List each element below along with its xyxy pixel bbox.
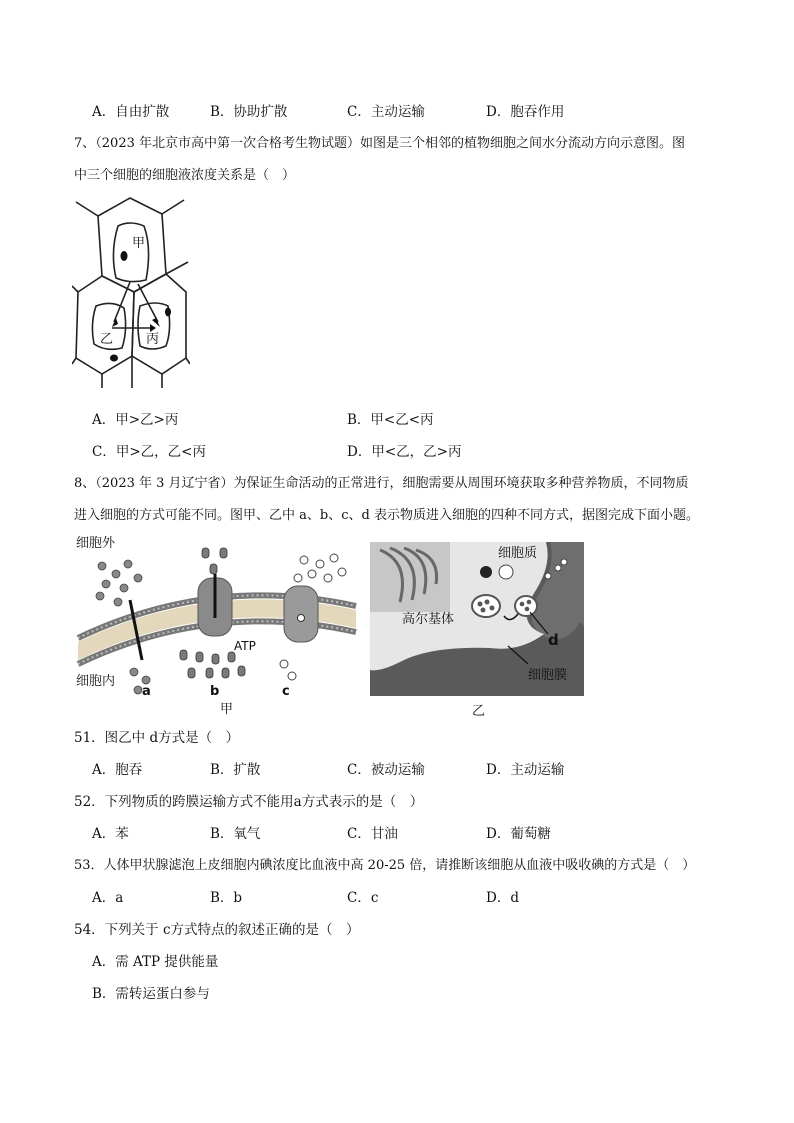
- q7-option-b: B．甲<乙<丙: [347, 412, 434, 428]
- q54-option-b: B．需转运蛋白参与: [92, 986, 210, 1002]
- q7-stem-line1: 7、（2023 年北京市高中第一次合格考生物试题）如图是三个相邻的植物细胞之间水分流动方向示意图。图: [74, 136, 685, 151]
- q6-option-a: A．自由扩散: [92, 104, 170, 120]
- q53-option-d: D．d: [486, 890, 519, 906]
- q7-option-c: C．甲>乙，乙<丙: [92, 444, 206, 460]
- q52-option-a: A．苯: [92, 826, 129, 842]
- q53-stem: 53．人体甲状腺滤泡上皮细胞内碘浓度比血液中高 20-25 倍，请推断该细胞从血液中吸收碘的方式是（ ）: [74, 858, 696, 873]
- q54-stem: 54．下列关于 c方式特点的叙述正确的是（ ）: [74, 922, 360, 938]
- cell-label-yi: 乙: [100, 332, 114, 347]
- cell-diagram: [72, 196, 190, 388]
- q52-option-d: D．葡萄糖: [486, 826, 551, 842]
- q52-stem: 52．下列物质的跨膜运输方式不能用a方式表示的是（ ）: [74, 794, 424, 810]
- label-c: c: [282, 684, 290, 699]
- q51-option-c: C．被动运输: [347, 762, 425, 778]
- caption-jia: 甲: [220, 702, 234, 717]
- q51-option-a: A．胞吞: [92, 762, 143, 778]
- label-outside: 细胞外: [76, 536, 116, 551]
- q6-option-b: B．协助扩散: [210, 104, 288, 120]
- q8-stem-line1: 8、（2023 年 3 月辽宁省）为保证生命活动的正常进行，细胞需要从周围环境获取多种营养物质，不同物质: [74, 476, 689, 491]
- label-d: d: [548, 631, 559, 649]
- q53-option-a: A．a: [92, 890, 124, 906]
- q6-option-c: C．主动运输: [347, 104, 425, 120]
- label-inside: 细胞内: [76, 674, 116, 689]
- q6-option-d: D．胞吞作用: [486, 104, 565, 120]
- label-atp: ATP: [234, 639, 256, 653]
- label-a: a: [142, 684, 151, 699]
- q7-option-d: D．甲<乙，乙>丙: [347, 444, 462, 460]
- label-golgi: 高尔基体: [402, 612, 455, 627]
- q52-option-c: C．甘油: [347, 826, 398, 842]
- label-membrane: 细胞膜: [528, 668, 568, 683]
- label-b: b: [210, 684, 220, 699]
- q8-stem-line2: 进入细胞的方式可能不同。图甲、乙中 a、b、c、d 表示物质进入细胞的四种不同方式，据图完成下面小题。: [74, 508, 699, 523]
- cell-label-jia: 甲: [132, 236, 146, 251]
- cell-label-bing: 丙: [146, 332, 160, 347]
- q52-option-b: B．氧气: [210, 826, 261, 842]
- q7-stem-line2: 中三个细胞的细胞液浓度关系是（ ）: [74, 168, 296, 183]
- label-cytoplasm: 细胞质: [498, 546, 538, 561]
- transport-figure-yi: [370, 542, 584, 722]
- q51-stem: 51．图乙中 d方式是（ ）: [74, 730, 240, 746]
- q7-option-a: A．甲>乙>丙: [92, 412, 179, 428]
- q54-option-a: A．需 ATP 提供能量: [92, 954, 219, 970]
- caption-yi: 乙: [472, 704, 486, 719]
- q53-option-b: B．b: [210, 890, 243, 906]
- q51-option-d: D．主动运输: [486, 762, 565, 778]
- q51-option-b: B．扩散: [210, 762, 261, 778]
- q53-option-c: C．c: [347, 890, 379, 906]
- q7-cell-figure: [72, 196, 190, 388]
- transport-figure-jia: [72, 534, 362, 720]
